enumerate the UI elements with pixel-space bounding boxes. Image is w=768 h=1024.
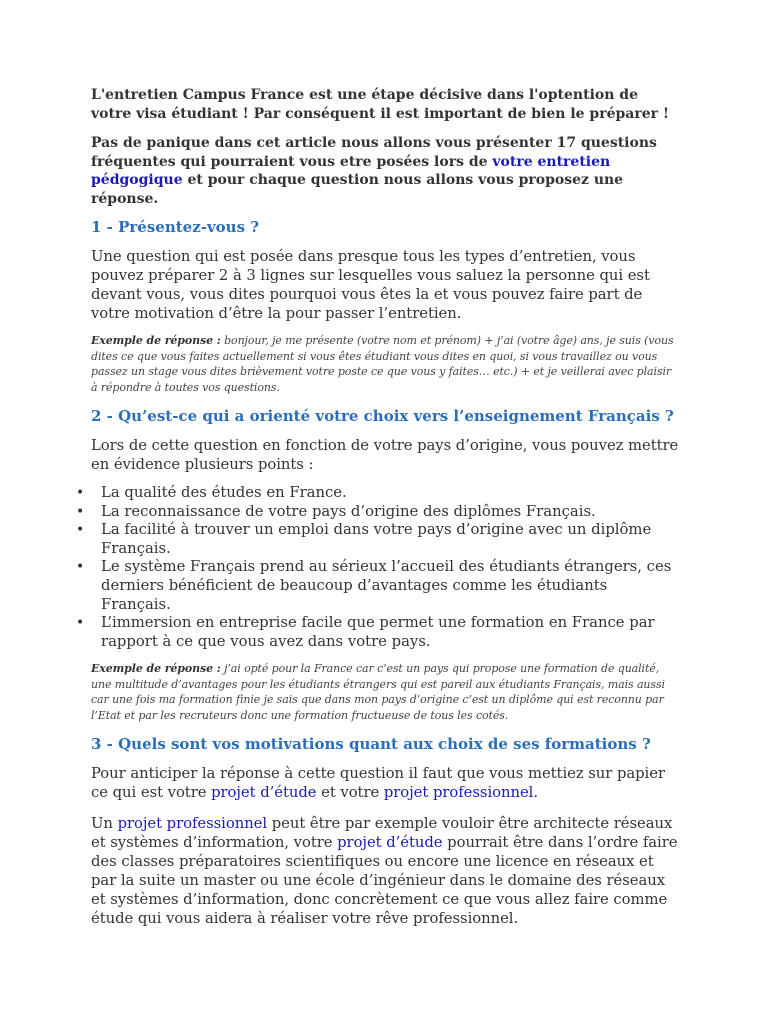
projet-professionnel-link[interactable]: projet professionnel [117,815,268,833]
bullet-icon: • [76,522,85,539]
text-segment: peut être par exemple vouloir être architecte réseaux et systèmes d’information, votre [91,815,673,852]
list-item-text: La facilité à trouver un emploi dans votre pays d’origine avec un diplôme Français. [101,521,652,557]
question-2-heading: 2 - Qu’est-ce qui a orienté votre choix vers l’enseignement Français ? [91,407,674,425]
example-label: Exemple de réponse : [91,334,221,347]
list-item [76,502,680,522]
bullet-icon: • [76,559,85,576]
question-3-paragraph-1 [91,764,680,802]
bullet-icon: • [76,503,85,520]
question-2-body: Lors de cette question en fonction de votre pays d’origine, vous pouvez mettre en évidence plusieurs points : [91,437,679,473]
bullet-icon: • [76,615,85,632]
question-3-heading: 3 - Quels sont vos motivations quant aux choix de ses formations ? [91,735,651,754]
text-segment: et votre [316,784,384,802]
list-item-text: La reconnaissance de votre pays d’origine des diplômes Français. [101,502,596,520]
list-item [76,614,680,651]
list-item [76,558,680,614]
projet-professionnel-link[interactable]: projet professionnel [383,784,534,802]
entretien-pedagogique-link[interactable]: votre entretien pédgogique [91,153,611,188]
projet-etude-link[interactable]: projet d’étude [211,784,317,802]
list-item-text: La qualité des études en France. [101,484,347,501]
question-1-heading: 1 - Présentez-vous ? [91,218,260,236]
list-item-text: Le système Français prend au sérieux l’accueil des étudiants étrangers, ces derniers bénéficient de beaucoup d’avantages comme les étudiants Français. [101,558,672,613]
example-label: Exemple de réponse : [91,662,221,676]
projet-etude-link[interactable]: projet d’étude [337,834,443,852]
intro2-text-b: et pour chaque question nous allons vous proposez une réponse. [91,172,624,207]
text-segment: Pour anticiper la réponse à cette question il faut que vous mettiez sur papier ce qui est votre [91,765,665,802]
intro2-text-a: Pas de panique dans cet article nous allons vous présenter 17 questions fréquentes qui pourraient vous etre posées lors de [91,135,657,170]
question-1-body: Une question qui est posée dans presque tous les types d’entretien, vous pouvez préparer 2 à 3 lignes sur lesquelles vous saluez la personne qui est devant vous, vous dites pourquoi vous êtes la et vous pouvez faire part de votre motivation d’être la pour passer l’entretien. [91,248,650,322]
example-text: bonjour, je me présente (votre nom et prénom) + j’ai (votre âge) ans, je suis (vous dites ce que vous faites actuellement si vous êtes étudiant vous dites en quoi, si vous travaillez ou vous passez un stage vous dites brièvement votre poste ce que vous y faites… etc.) + et je veillerai avec plaisir à répondre à toutes vos questions. [91,334,674,394]
list-item [76,521,680,558]
question-1-example [91,333,680,395]
question-3-paragraph-2 [91,814,680,928]
question-2-bullet-list [76,484,680,651]
intro-paragraph [91,86,680,123]
question-2-example [91,661,680,723]
bullet-icon: • [76,485,85,501]
list-item-text: L’immersion en entreprise facile que permet une formation en France par rapport à ce que vous avez dans votre pays. [101,614,655,650]
example-text: j’ai opté pour la France car c’est un pays qui propose une formation de qualité, une multitude d’avantages pour les étudiants étrangers qui est pareil aux étudiants Français, mais aussi car une fois ma formation finie je sais que dans mon pays d’origine c’est un diplôme qui est reconnu par l’Etat et par les recruteurs donc une formation fructueuse de tous les cotés. [91,662,665,722]
list-item [76,484,680,503]
text-segment: Un [91,815,118,833]
text-segment: pourrait être dans l’ordre faire des classes préparatoires scientifiques ou encore une licence en réseaux et par la suite un master ou une école d’ingénieur dans le domaine des réseaux et systèmes d’information, donc concrètement ce que vous allez faire comme étude qui vous aidera à réaliser votre rêve professionnel. [91,834,678,928]
text-segment: . [533,784,539,802]
intro-text: L'entretien Campus France est une étape décisive dans l'optention de votre visa étudiant ! Par conséquent il est important de bien le préparer ! [91,87,670,122]
intro-paragraph-2 [91,134,680,208]
